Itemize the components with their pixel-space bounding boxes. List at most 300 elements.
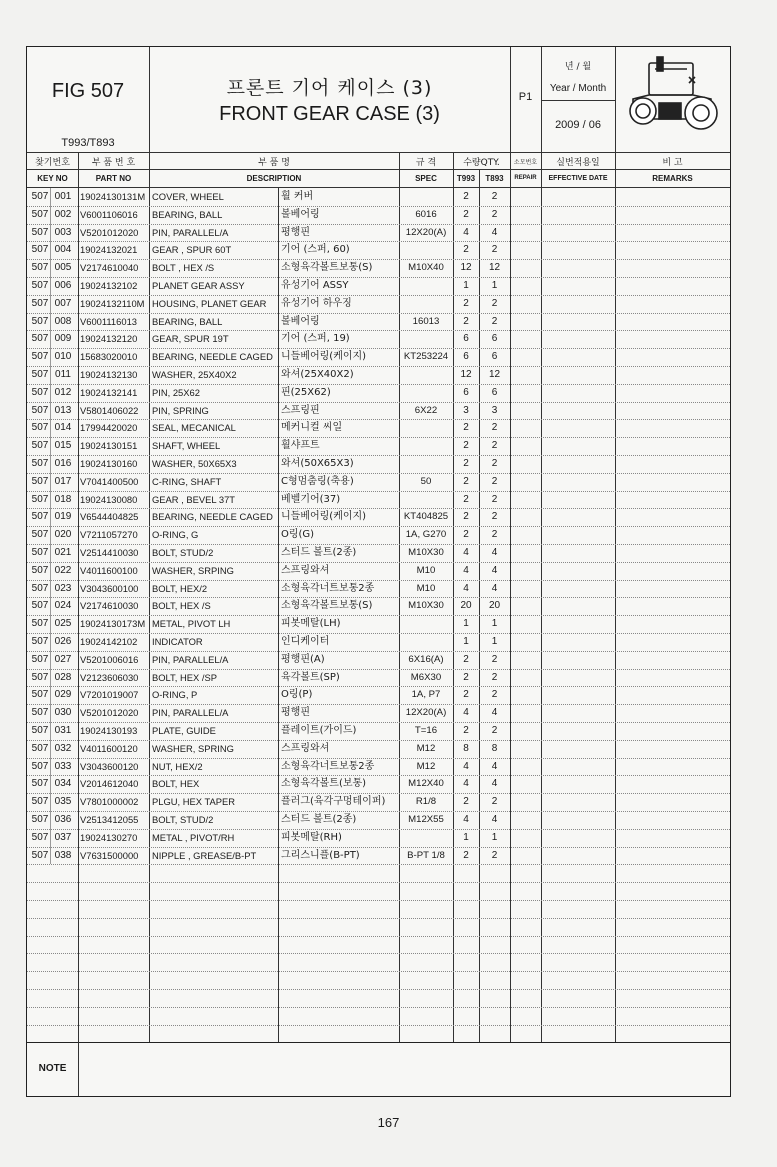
row-key-number: 005 bbox=[54, 262, 72, 274]
row-part-number: 19024130173M bbox=[80, 618, 146, 630]
row-qty-t993: 2 bbox=[463, 191, 469, 202]
row-korean-name: 육각볼트(SP) bbox=[281, 671, 340, 683]
row-key-number: 024 bbox=[54, 600, 72, 612]
row-spec bbox=[399, 419, 453, 437]
row-description: WASHER, SPRING bbox=[152, 742, 234, 754]
col-key-korean: 찾기번호 bbox=[35, 158, 70, 168]
row-qty-t993: 1 bbox=[463, 280, 469, 291]
row-divider bbox=[27, 864, 730, 865]
row-qty-t893: 4 bbox=[491, 707, 498, 719]
row-qty-t993: 2 bbox=[463, 529, 469, 541]
row-spec: R1/8 bbox=[415, 796, 437, 808]
row-qty-t993: 2 bbox=[463, 725, 469, 736]
row-spec: M6X30 bbox=[410, 671, 442, 683]
row-qty-t893: 2 bbox=[491, 653, 498, 665]
row-part-number: V2174610040 bbox=[80, 262, 139, 274]
row-spec: 6X16(A) bbox=[408, 653, 444, 665]
row-spec: M12 bbox=[416, 742, 436, 754]
row-korean-name: 피봇메탈(LH) bbox=[281, 618, 341, 630]
row-divider bbox=[27, 953, 730, 954]
row-spec bbox=[399, 295, 453, 313]
row-qty-t993: 2 bbox=[463, 297, 469, 309]
row-part-number: V7041400500 bbox=[80, 475, 139, 487]
row-description: BEARING, BALL bbox=[152, 208, 223, 220]
col-effective-korean: 실번적용일 bbox=[556, 158, 600, 168]
row-spec: M12 bbox=[416, 760, 436, 772]
row-part-number: V2123606030 bbox=[80, 671, 139, 683]
row-divider bbox=[27, 989, 730, 990]
row-key-number: 016 bbox=[54, 458, 72, 469]
title-korean: 프론트 기어 케이스 (3) bbox=[226, 77, 433, 99]
row-qty-t893: 12 bbox=[488, 369, 501, 380]
row-part-number: V5801406022 bbox=[80, 404, 139, 416]
row-description: PLATE, GUIDE bbox=[152, 725, 216, 736]
row-spec: M10X30 bbox=[408, 547, 444, 558]
row-qty-t993: 4 bbox=[463, 814, 469, 825]
row-part-number: V2513412055 bbox=[80, 814, 139, 825]
row-qty-t993: 2 bbox=[463, 208, 469, 220]
col-spec-korean: 규 격 bbox=[415, 158, 437, 168]
fig-key-divider bbox=[50, 686, 51, 704]
row-qty-t893: 1 bbox=[491, 636, 498, 647]
row-key-number: 002 bbox=[54, 208, 72, 220]
row-qty-t993: 4 bbox=[463, 778, 469, 790]
row-qty-t893: 4 bbox=[491, 582, 498, 594]
row-qty-t893: 6 bbox=[491, 386, 498, 398]
col-desc-korean: 부 품 명 bbox=[258, 158, 290, 168]
row-fig: 507 bbox=[31, 386, 49, 398]
row-qty-t893: 2 bbox=[491, 671, 498, 683]
issue-date: 2009 / 06 bbox=[555, 119, 601, 131]
row-part-number: 19024130270 bbox=[80, 831, 138, 843]
row-description: METAL, PIVOT LH bbox=[152, 618, 231, 630]
fig-key-divider bbox=[50, 508, 51, 526]
row-description: BEARING, NEEDLE CAGED bbox=[152, 351, 273, 363]
row-fig: 507 bbox=[31, 600, 49, 612]
row-part-number: 19024130131M bbox=[80, 191, 146, 202]
row-korean-name: 기어 (스퍼, 60) bbox=[281, 244, 350, 256]
row-qty-t993: 4 bbox=[463, 760, 469, 772]
row-key-number: 004 bbox=[54, 244, 72, 256]
row-qty-t893: 4 bbox=[491, 226, 498, 238]
row-spec bbox=[399, 277, 453, 295]
row-korean-name: 메커니컬 씨일 bbox=[281, 422, 343, 434]
row-qty-t893: 1 bbox=[491, 831, 498, 843]
row-description: SHAFT, WHEEL bbox=[152, 440, 221, 452]
row-description: C-RING, SHAFT bbox=[152, 475, 222, 487]
fig-key-divider bbox=[50, 224, 51, 242]
col-qty-korean: 수량QTY. bbox=[463, 158, 500, 168]
row-part-number: 15683020010 bbox=[80, 351, 138, 363]
row-fig: 507 bbox=[31, 653, 49, 665]
row-qty-t993: 12 bbox=[460, 262, 472, 274]
row-part-number: V3043600120 bbox=[80, 760, 139, 772]
year-month-label: Year / Month bbox=[549, 83, 607, 94]
row-spec: T=16 bbox=[414, 725, 438, 736]
row-key-number: 034 bbox=[54, 778, 72, 790]
col-repair: REPAIR bbox=[514, 175, 537, 181]
row-key-number: 035 bbox=[54, 796, 72, 808]
row-korean-name: 기어 (스퍼, 19) bbox=[281, 333, 350, 345]
row-part-number: V6001106016 bbox=[80, 208, 138, 220]
row-description: PIN, PARALLEL/A bbox=[152, 653, 229, 665]
row-key-number: 012 bbox=[54, 386, 72, 398]
row-part-number: 19024132120 bbox=[80, 333, 138, 345]
row-qty-t893: 4 bbox=[491, 760, 498, 772]
row-fig: 507 bbox=[31, 778, 49, 790]
row-fig: 507 bbox=[31, 707, 49, 719]
row-qty-t993: 2 bbox=[463, 440, 469, 452]
row-description: BOLT , HEX /S bbox=[152, 262, 215, 274]
row-part-number: 19024130160 bbox=[80, 458, 138, 469]
fig-key-divider bbox=[50, 313, 51, 331]
row-description: PLANET GEAR ASSY bbox=[152, 280, 245, 291]
row-qty-t993: 2 bbox=[463, 511, 469, 523]
row-qty-t893: 2 bbox=[491, 208, 498, 220]
row-korean-name: 평행핀 bbox=[281, 226, 310, 238]
row-korean-name: 플레이트(가이드) bbox=[281, 725, 357, 736]
row-fig: 507 bbox=[31, 404, 49, 416]
row-fig: 507 bbox=[31, 493, 49, 505]
tractor-icon bbox=[619, 53, 723, 143]
row-qty-t993: 1 bbox=[463, 618, 469, 630]
fig-key-divider bbox=[50, 740, 51, 758]
row-fig: 507 bbox=[31, 422, 49, 434]
row-fig: 507 bbox=[31, 547, 49, 558]
row-key-number: 018 bbox=[54, 493, 72, 505]
row-korean-name: 그리스니플(B-PT) bbox=[281, 849, 360, 861]
row-part-number: V4011600100 bbox=[80, 564, 138, 576]
row-qty-t993: 2 bbox=[463, 671, 469, 683]
row-part-number: 19024130151 bbox=[80, 440, 138, 452]
fig-key-divider bbox=[50, 597, 51, 615]
row-description: BOLT, HEX bbox=[152, 778, 200, 790]
fig-key-divider bbox=[50, 704, 51, 722]
row-qty-t993: 4 bbox=[463, 564, 469, 576]
row-description: BOLT, STUD/2 bbox=[152, 547, 214, 558]
row-key-number: 010 bbox=[54, 351, 72, 363]
row-description: NIPPLE , GREASE/B-PT bbox=[152, 849, 257, 861]
row-spec bbox=[399, 384, 453, 402]
fig-key-divider bbox=[50, 775, 51, 793]
row-qty-t993: 2 bbox=[463, 849, 469, 861]
row-qty-t893: 2 bbox=[491, 440, 498, 452]
fig-key-divider bbox=[50, 206, 51, 224]
row-fig: 507 bbox=[31, 814, 49, 825]
row-qty-t893: 4 bbox=[491, 564, 498, 576]
row-fig: 507 bbox=[31, 191, 49, 202]
row-korean-name: 유성기어 하우징 bbox=[281, 297, 352, 309]
row-key-number: 013 bbox=[54, 404, 72, 416]
row-key-number: 017 bbox=[54, 475, 72, 487]
fig-key-divider bbox=[50, 526, 51, 544]
row-qty-t893: 2 bbox=[491, 458, 498, 469]
row-part-number: V2514410030 bbox=[80, 547, 139, 558]
row-korean-name: 소형육각너트보통2종 bbox=[281, 582, 375, 594]
row-part-number: V5201006016 bbox=[80, 653, 139, 665]
row-description: PIN, SPRING bbox=[152, 404, 209, 416]
row-korean-name: 평행핀 bbox=[281, 707, 310, 719]
row-qty-t993: 1 bbox=[463, 636, 469, 647]
row-part-number: V7201019007 bbox=[80, 689, 139, 701]
row-divider bbox=[27, 882, 730, 883]
fig-key-divider bbox=[50, 562, 51, 580]
row-qty-t993: 2 bbox=[463, 493, 469, 505]
row-qty-t993: 6 bbox=[463, 333, 469, 345]
row-description: PIN, PARALLEL/A bbox=[152, 226, 229, 238]
row-spec: 12X20(A) bbox=[405, 707, 447, 719]
row-fig: 507 bbox=[31, 760, 49, 772]
row-korean-name: 스터드 볼트(2종) bbox=[281, 547, 357, 558]
row-korean-name: 스프링와셔 bbox=[281, 742, 330, 754]
row-fig: 507 bbox=[31, 244, 49, 256]
row-spec: 16013 bbox=[412, 315, 440, 327]
row-fig: 507 bbox=[31, 564, 49, 576]
row-fig: 507 bbox=[31, 458, 49, 469]
row-description: COVER, WHEEL bbox=[152, 191, 224, 202]
row-divider bbox=[27, 971, 730, 972]
col-effective-date: EFFECTIVE DATE bbox=[548, 175, 608, 182]
row-spec: KT253224 bbox=[403, 351, 449, 363]
row-spec: M10X40 bbox=[408, 262, 444, 274]
row-qty-t993: 4 bbox=[463, 707, 469, 719]
row-fig: 507 bbox=[31, 262, 49, 274]
row-description: SEAL, MECANICAL bbox=[152, 422, 236, 434]
row-korean-name: 니들베어링(케이지) bbox=[281, 511, 367, 523]
fig-key-divider bbox=[50, 366, 51, 384]
row-qty-t893: 3 bbox=[491, 404, 498, 416]
row-qty-t893: 6 bbox=[491, 351, 498, 363]
row-description: NUT, HEX/2 bbox=[152, 760, 203, 772]
row-part-number: 19024132021 bbox=[80, 244, 138, 256]
row-spec bbox=[399, 330, 453, 348]
fig-key-divider bbox=[50, 847, 51, 865]
col-repair-korean: 소모번호 bbox=[513, 159, 538, 166]
row-korean-name: 볼베어링 bbox=[281, 315, 320, 327]
row-key-number: 023 bbox=[54, 582, 72, 594]
row-korean-name: C형멈춤링(축용) bbox=[281, 475, 354, 487]
fig-key-divider bbox=[50, 793, 51, 811]
fig-key-divider bbox=[50, 419, 51, 437]
row-description: METAL , PIVOT/RH bbox=[152, 831, 235, 843]
row-part-number: 19024142102 bbox=[80, 636, 138, 647]
parts-sheet bbox=[26, 46, 731, 1097]
row-part-number: 17994420020 bbox=[80, 422, 138, 434]
model-code: T993/T893 bbox=[61, 137, 115, 149]
row-spec: B-PT 1/8 bbox=[407, 849, 445, 861]
row-spec: 12X20(A) bbox=[405, 226, 447, 238]
row-qty-t893: 1 bbox=[491, 618, 498, 630]
row-description: PIN, 25X62 bbox=[152, 386, 200, 398]
row-qty-t993: 6 bbox=[463, 351, 469, 363]
row-fig: 507 bbox=[31, 369, 49, 380]
fig-key-divider bbox=[50, 829, 51, 847]
row-qty-t993: 4 bbox=[463, 547, 469, 558]
row-fig: 507 bbox=[31, 440, 49, 452]
row-fig: 507 bbox=[31, 582, 49, 594]
row-qty-t893: 2 bbox=[491, 315, 498, 327]
row-fig: 507 bbox=[31, 742, 49, 754]
row-description: BEARING, BALL bbox=[152, 315, 223, 327]
row-key-number: 020 bbox=[54, 529, 72, 541]
row-fig: 507 bbox=[31, 511, 49, 523]
fig-key-divider bbox=[50, 384, 51, 402]
row-qty-t893: 2 bbox=[491, 689, 498, 701]
row-part-number: 19024130080 bbox=[80, 493, 138, 505]
row-qty-t893: 2 bbox=[491, 422, 498, 434]
row-key-number: 008 bbox=[54, 315, 72, 327]
row-qty-t893: 8 bbox=[491, 742, 498, 754]
fig-key-divider bbox=[50, 580, 51, 598]
row-fig: 507 bbox=[31, 529, 49, 541]
row-description: GEAR, SPUR 19T bbox=[152, 333, 229, 345]
row-spec bbox=[399, 437, 453, 455]
row-key-number: 030 bbox=[54, 707, 72, 719]
row-qty-t893: 2 bbox=[491, 796, 498, 808]
row-qty-t893: 2 bbox=[491, 529, 498, 541]
row-key-number: 015 bbox=[54, 440, 72, 452]
row-korean-name: 피봇메탈(RH) bbox=[281, 831, 342, 843]
row-part-number: V2014612040 bbox=[80, 778, 139, 790]
row-qty-t893: 20 bbox=[488, 600, 501, 612]
row-fig: 507 bbox=[31, 636, 49, 647]
row-part-number: V6001116013 bbox=[80, 315, 137, 327]
row-description: PIN, PARALLEL/A bbox=[152, 707, 229, 719]
row-key-number: 007 bbox=[54, 297, 72, 309]
row-key-number: 031 bbox=[54, 725, 72, 736]
row-fig: 507 bbox=[31, 315, 49, 327]
row-part-number: 19024130193 bbox=[80, 725, 138, 736]
row-fig: 507 bbox=[31, 475, 49, 487]
row-description: BOLT, STUD/2 bbox=[152, 814, 214, 825]
row-qty-t993: 4 bbox=[463, 226, 469, 238]
row-part-number: V2174610030 bbox=[80, 600, 139, 612]
row-qty-t893: 1 bbox=[491, 280, 498, 291]
figure-number: FIG 507 bbox=[51, 80, 125, 102]
row-description: INDICATOR bbox=[152, 636, 203, 647]
year-month-korean: 년 / 월 bbox=[564, 62, 592, 72]
row-qty-t893: 2 bbox=[491, 475, 498, 487]
row-spec: M12X55 bbox=[408, 814, 444, 825]
row-qty-t993: 2 bbox=[463, 422, 469, 434]
row-korean-name: 스프링와셔 bbox=[281, 564, 330, 576]
row-qty-t893: 4 bbox=[491, 814, 498, 825]
row-fig: 507 bbox=[31, 849, 49, 861]
row-part-number: V4011600120 bbox=[80, 742, 138, 754]
col-part-korean: 부 품 번 호 bbox=[91, 158, 136, 168]
fig-key-divider bbox=[50, 491, 51, 509]
row-description: WASHER, 25X40X2 bbox=[152, 369, 237, 380]
fig-key-divider bbox=[50, 651, 51, 669]
row-part-number: 19024132102 bbox=[80, 280, 138, 291]
row-key-number: 032 bbox=[54, 742, 72, 754]
row-korean-name: 소형육각볼트(보통) bbox=[281, 778, 367, 790]
row-key-number: 006 bbox=[54, 280, 72, 291]
row-korean-name: 휠 커버 bbox=[281, 191, 314, 202]
row-qty-t993: 2 bbox=[463, 689, 469, 701]
row-divider bbox=[27, 918, 730, 919]
row-qty-t993: 4 bbox=[463, 582, 469, 594]
row-korean-name: 볼베어링 bbox=[281, 208, 320, 220]
row-spec bbox=[399, 615, 453, 633]
col-spec: SPEC bbox=[415, 174, 437, 183]
row-key-number: 003 bbox=[54, 226, 72, 238]
row-korean-name: 스터드 볼트(2종) bbox=[281, 814, 357, 825]
row-korean-name: O링(P) bbox=[281, 689, 313, 701]
row-spec bbox=[399, 241, 453, 259]
fig-key-divider bbox=[50, 758, 51, 776]
row-key-number: 019 bbox=[54, 511, 72, 523]
row-part-number: V3043600100 bbox=[80, 582, 139, 594]
row-part-number: V5201012020 bbox=[80, 707, 139, 719]
row-korean-name: O링(G) bbox=[281, 529, 315, 541]
row-fig: 507 bbox=[31, 208, 49, 220]
fig-key-divider bbox=[50, 348, 51, 366]
row-spec bbox=[399, 455, 453, 473]
page-number: 167 bbox=[377, 1115, 400, 1130]
row-qty-t993: 12 bbox=[460, 369, 472, 380]
row-qty-t993: 8 bbox=[463, 742, 469, 754]
row-key-number: 033 bbox=[54, 760, 72, 772]
row-qty-t893: 2 bbox=[491, 297, 498, 309]
row-part-number: V5201012020 bbox=[80, 226, 139, 238]
row-part-number: V7801000002 bbox=[80, 796, 139, 808]
col-remarks-korean: 비 고 bbox=[662, 158, 683, 168]
row-part-number: 19024132110M bbox=[80, 297, 145, 309]
fig-key-divider bbox=[50, 473, 51, 491]
parts-table-body bbox=[27, 188, 730, 1042]
row-key-number: 021 bbox=[54, 547, 72, 558]
row-korean-name: 소형육각볼트보통(S) bbox=[281, 262, 373, 274]
row-korean-name: 소형육각너트보통2종 bbox=[281, 760, 375, 772]
row-divider bbox=[27, 1025, 730, 1026]
row-korean-name: 니들베어링(케이지) bbox=[281, 351, 367, 363]
row-description: GEAR , SPUR 60T bbox=[152, 244, 232, 256]
row-description: O-RING, P bbox=[152, 689, 198, 701]
row-qty-t993: 2 bbox=[463, 653, 469, 665]
row-part-number: V6544404825 bbox=[80, 511, 139, 523]
col-qty-t993: T993 bbox=[456, 174, 476, 183]
fig-key-divider bbox=[50, 402, 51, 420]
row-key-number: 036 bbox=[54, 814, 72, 825]
fig-key-divider bbox=[50, 277, 51, 295]
fig-key-divider bbox=[50, 669, 51, 687]
row-korean-name: 플러그(육각구멍테이퍼) bbox=[281, 796, 386, 808]
row-spec bbox=[399, 633, 453, 651]
row-description: WASHER, SRPING bbox=[152, 564, 234, 576]
col-part: PART NO bbox=[95, 174, 132, 183]
title-english: FRONT GEAR CASE (3) bbox=[219, 103, 440, 125]
row-qty-t993: 2 bbox=[463, 458, 469, 469]
row-description: BEARING, NEEDLE CAGED bbox=[152, 511, 273, 523]
row-qty-t893: 6 bbox=[491, 333, 498, 345]
row-qty-t993: 2 bbox=[463, 475, 469, 487]
row-divider bbox=[27, 1007, 730, 1008]
row-korean-name: 베벨기어(37) bbox=[281, 493, 341, 505]
row-description: WASHER, 50X65X3 bbox=[152, 458, 237, 469]
row-fig: 507 bbox=[31, 351, 49, 363]
row-korean-name: 유성기어 ASSY bbox=[281, 280, 349, 291]
row-key-number: 022 bbox=[54, 564, 72, 576]
row-qty-t993: 6 bbox=[463, 386, 469, 398]
row-qty-t893: 2 bbox=[491, 725, 498, 736]
row-fig: 507 bbox=[31, 689, 49, 701]
fig-key-divider bbox=[50, 330, 51, 348]
fig-key-divider bbox=[50, 544, 51, 562]
row-spec: 6X22 bbox=[414, 404, 438, 416]
row-fig: 507 bbox=[31, 831, 49, 843]
row-part-number: 19024132141 bbox=[80, 386, 138, 398]
